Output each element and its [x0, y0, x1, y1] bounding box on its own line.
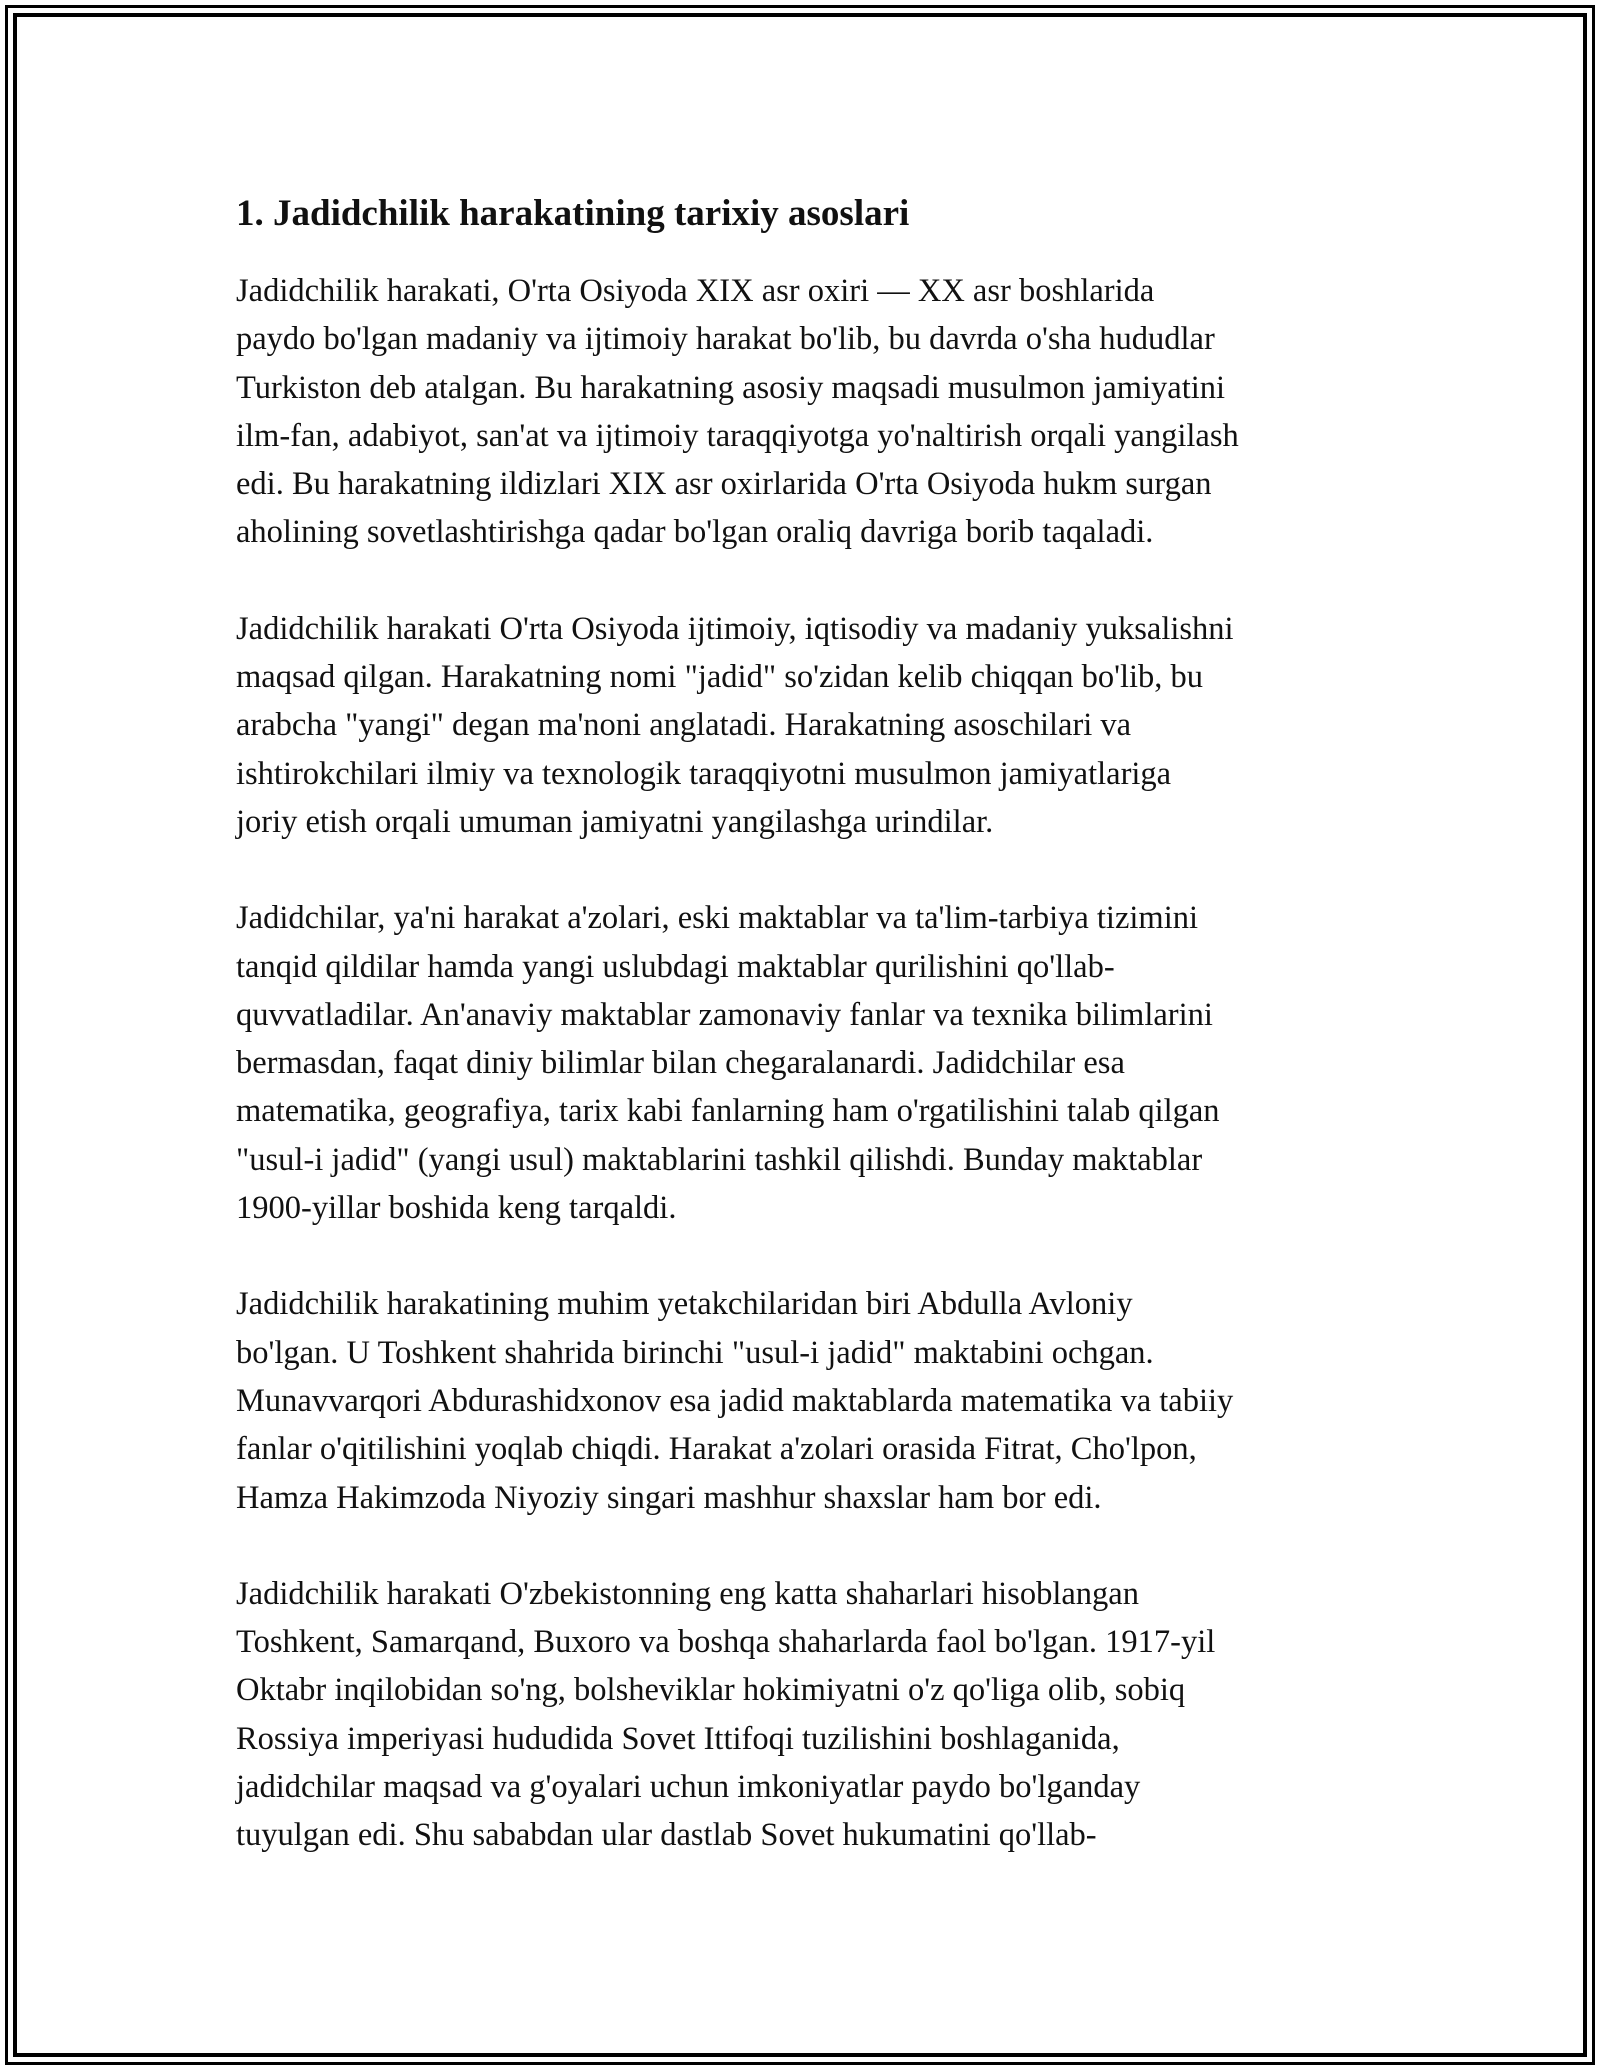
paragraph-1: Jadidchilik harakati, O'rta Osiyoda XIX asr oxiri — XX asr boshlarida paydo bo'lgan madaniy va ijtimoiy harakat bo'lib, bu davrda o'sha hududlar Turkiston deb atalgan. Bu harakatning asosiy maqsadi musulmon jamiyatini ilm-fan, adabiyot, san'at va ijtimoiy taraqqiyotga yo'naltirish orqali yangilash edi. Bu harakatning ildizlari XIX asr oxirlarida O'rta Osiyoda hukm surgan aholining sovetlashtirishga qadar bo'lgan oraliq davriga borib taqaladi. [236, 273, 1239, 551]
section-heading: 1. Jadidchilik harakatining tarixiy asoslari [236, 193, 910, 234]
paragraph-3: Jadidchilar, ya'ni harakat a'zolari, eski maktablar va ta'lim-tarbiya tizimini tanqid qildilar hamda yangi uslubdagi maktablar qurilishini qo'llab- quvvatladilar. An'anaviy maktablar zamonaviy fanlar va texnika bilimlarini bermasdan, faqat diniy bilimlar bilan chegaralanardi. Jadidchilar esa matematika, geografiya, tarix kabi fanlarning ham o'rgatilishini talab qilgan "usul-i jadid" (yangi usul) maktablarini tashkil qilishdi. Bunday maktablar 1900-yillar boshida keng tarqaldi. [236, 900, 1220, 1227]
paragraph-5: Jadidchilik harakati O'zbekistonning eng katta shaharlari hisoblangan Toshkent, Samarqand, Buxoro va boshqa shaharlarda faol bo'lgan. 1917-yil Oktabr inqilobidan so'ng, bolsheviklar hokimiyatni o'z qo'liga olib, sobiq Rossiya imperiyasi hududida Sovet Ittifoqi tuzilishini boshlaganida, jadidchilar maqsad va g'oyalari uchun imkoniyatlar paydo bo'lganday tuyulgan edi. Shu sababdan ular dastlab Sovet hukumatini qo'llab- [236, 1575, 1216, 1854]
paragraph-2: Jadidchilik harakati O'rta Osiyoda ijtimoiy, iqtisodiy va madaniy yuksalishni maqsad qilgan. Harakatning nomi "jadid" so'zidan kelib chiqqan bo'lib, bu arabcha "yangi" degan ma'noni anglatadi. Harakatning asoschilari va ishtirokchilari ilmiy va texnologik taraqqiyotni musulmon jamiyatlariga joriy etish orqali umuman jamiyatni yangilashga urindilar. [236, 610, 1234, 840]
document-body [236, 185, 1386, 1908]
paragraph-4: Jadidchilik harakatining muhim yetakchilaridan biri Abdulla Avloniy bo'lgan. U Toshkent shahrida birinchi "usul-i jadid" maktabini ochgan. Munavvarqori Abdurashidxonov esa jadid maktablarda matematika va tabiiy fanlar o'qitilishini yoqlab chiqdi. Harakat a'zolari orasida Fitrat, Cho'lpon, Hamza Hakimzoda Niyoziy singari mashhur shaxslar ham bor edi. [236, 1286, 1234, 1516]
